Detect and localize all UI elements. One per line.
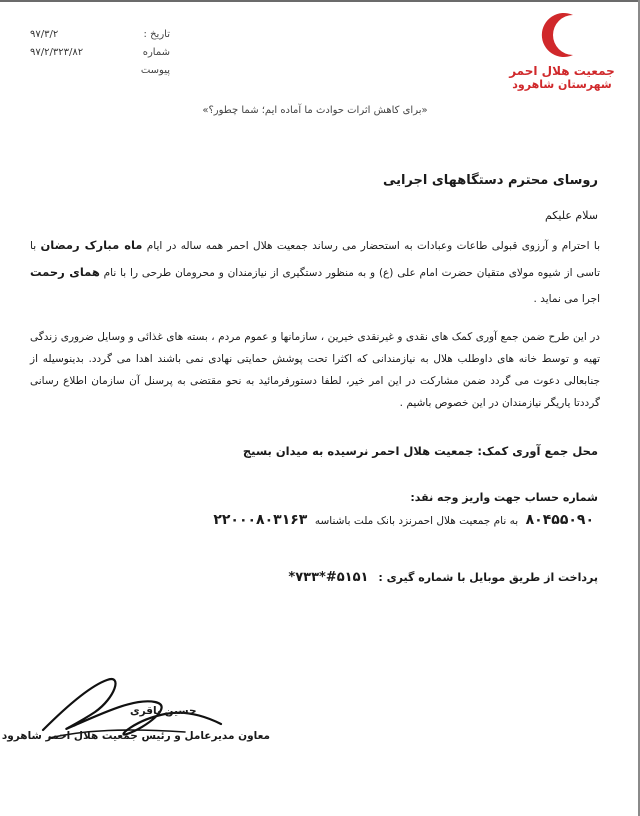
letter-meta (30, 26, 170, 80)
intro-highlight-ramadan: ماه مبارک رمضان (40, 238, 143, 252)
page-top-border (0, 0, 640, 2)
recipient-heading: روسای محترم دستگاههای اجرایی (382, 173, 598, 188)
mobile-label: پرداخت از طریق موبایل با شماره گیری : (378, 571, 598, 584)
red-crescent-icon (535, 8, 589, 62)
account-line (209, 512, 598, 528)
number-value: ۹۷/۲/۳۲۳/۸۲ (30, 47, 84, 58)
intro-text-a: با احترام و آرزوی قبولی طاعات وعبادات به استحضار می رساند جمعیت هلال احمر همه ساله در ایام (146, 240, 601, 252)
red-crescent-logo (502, 8, 622, 98)
intro-text-c: با تاسی از شیوه مولای متقیان حضرت امام علی (ع) و به منظور دستگیری از نیازمندان و محرومان طرحی را با نام (30, 240, 600, 279)
collection-location: محل جمع آوری کمک: جمعیت هلال احمر نرسیده به میدان بسیج (242, 444, 598, 458)
intro-text-d: اجرا می نماید . (533, 293, 600, 305)
greeting: سلام علیکم (544, 209, 598, 222)
account-number: ۸۰۴۵۵۰۹۰ (525, 512, 594, 528)
attachment-label: پیوست (140, 65, 170, 76)
account-title: شماره حساب جهت واریز وجه نقد: (410, 491, 598, 504)
slogan: «برای کاهش اثرات حوادث ما آماده ایم؛ شما چطور؟» (202, 105, 428, 116)
logo-org-name: جمعیت هلال احمر (509, 64, 615, 78)
ussd-code: #۵۱۵۱*۷۳۳* (288, 570, 369, 585)
number-label: شماره (142, 47, 170, 58)
account-text: به نام جمعیت هلال احمرنزد بانک ملت باشناسه (314, 515, 519, 527)
signer-name: حسین باقری (130, 705, 197, 717)
signer-title: معاون مدیرعامل و رئیس جمعیت هلال احمر شاهرود (1, 730, 270, 742)
intro-highlight-plan: همای رحمت (30, 265, 100, 279)
meta-date-row (30, 26, 170, 44)
mobile-payment (288, 570, 598, 585)
meta-number-row (30, 44, 170, 62)
account-id: ۲۲۰۰۰۸۰۳۱۶۳ (213, 512, 308, 528)
date-label: تاریخ : (143, 29, 170, 40)
date-value: ۹۷/۳/۲ (30, 29, 59, 40)
paragraph-intro (30, 232, 600, 312)
logo-city-name: شهرستان شاهرود (512, 78, 612, 91)
meta-attachment-row (30, 62, 170, 80)
paragraph-details: در این طرح ضمن جمع آوری کمک های نقدی و غیرنقدی خیرین ، سازمانها و عموم مردم ، بسته های غذائی و وسایل ضروری زندگی تهیه و توسط خانه های داوطلب هلال به نیازمندانی که اکثرا تحت پوشش حمایتی نهادی نمی باشند اهدا می گردد. بدینوسیله از جنابعالی دعوت می گردد ضمن مشارکت در این امر خیر، لطفا دستورفرمائید به نحو مقتضی به پرسنل آن سازمان اطلاع رسانی گردد‌تا یاریگر نیازمندان در این خصوص باشیم . (30, 331, 600, 409)
